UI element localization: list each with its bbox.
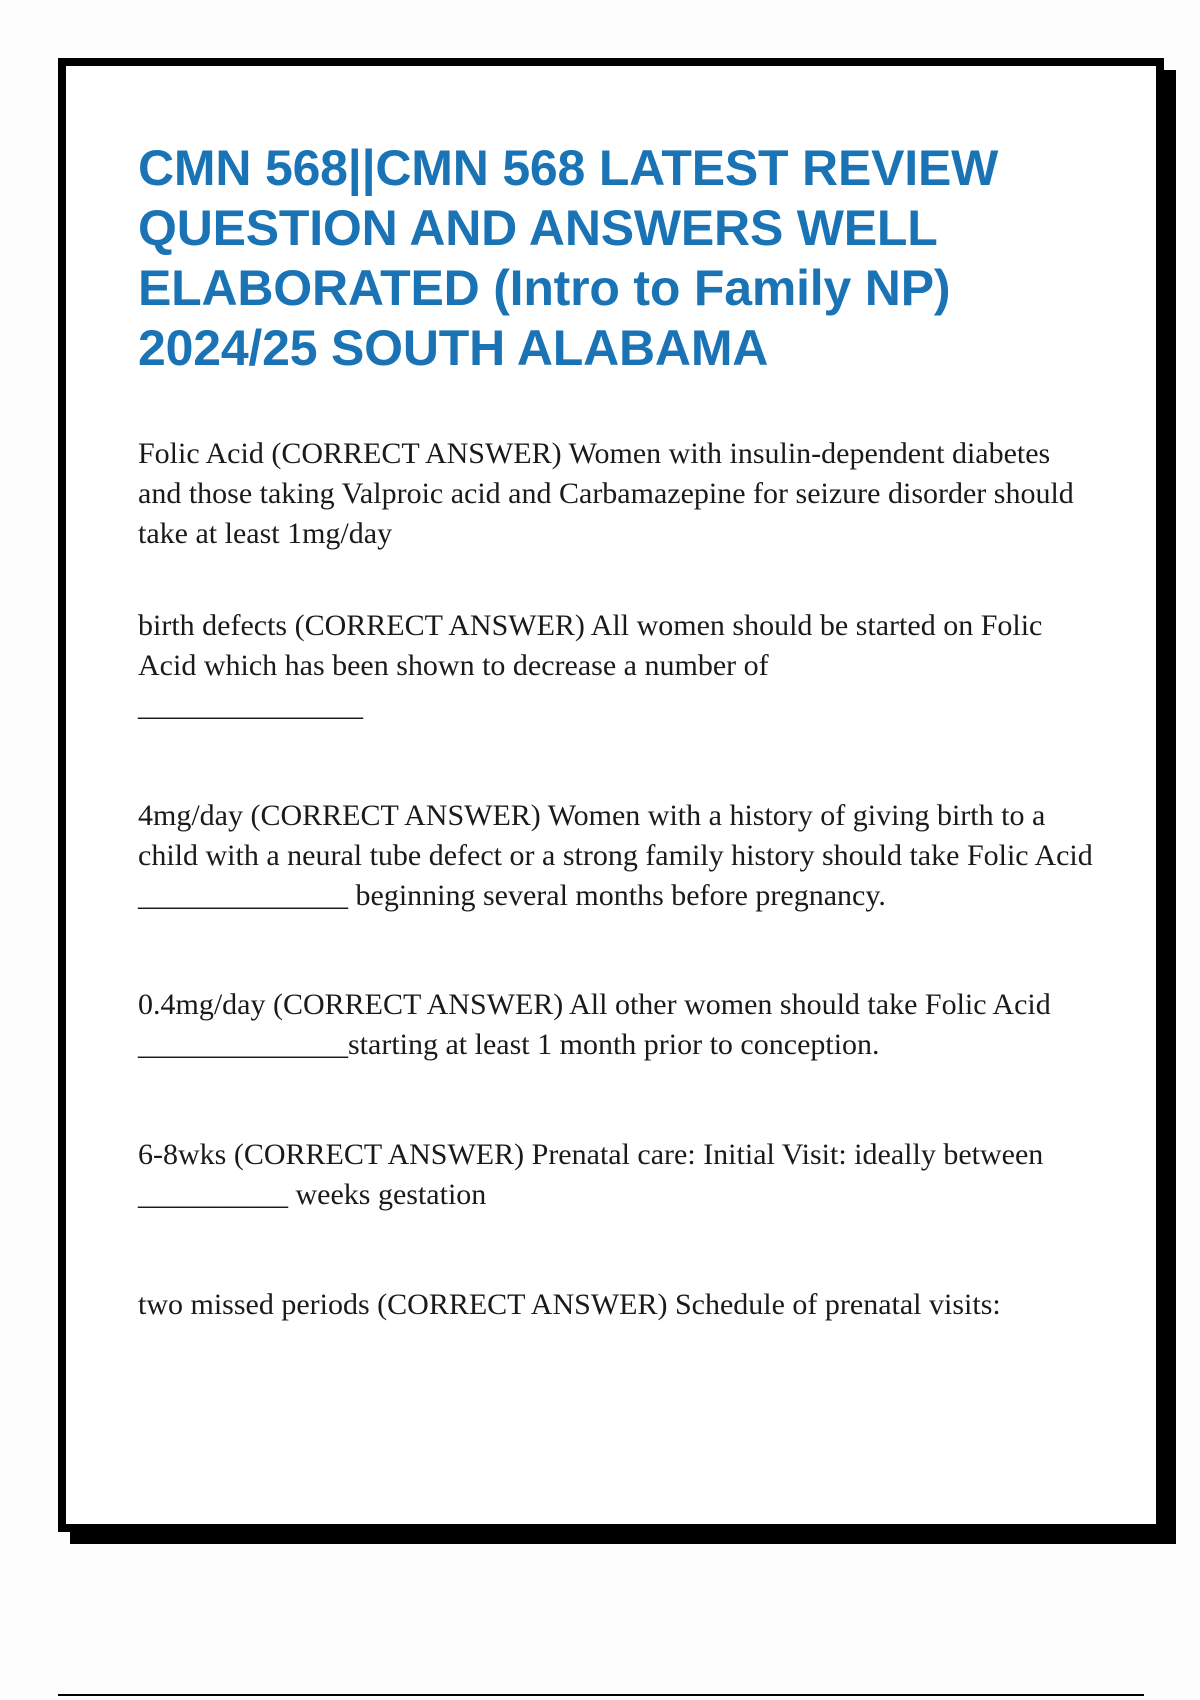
document-title: CMN 568||CMN 568 LATEST REVIEW QUESTION AND ANSWERS WELL ELABORATED (Intro to Family NP) 2024/25 SOUTH ALABAMA [138,140,999,376]
qa-item-birth-defects-text: birth defects (CORRECT ANSWER) All women should be started on Folic Acid which has been shown to decrease a number of [138,609,1043,682]
qa-item-two-missed-periods: two missed periods (CORRECT ANSWER) Schedule of prenatal visits: [138,1288,1001,1321]
qa-item-4mg-day: 4mg/day (CORRECT ANSWER) Women with a history of giving birth to a child with a neural tube defect or a strong family history should take Folic Acid ______________ beginning several months before pregnancy. [138,799,1093,912]
qa-item-0-4mg-day: 0.4mg/day (CORRECT ANSWER) All other women should take Folic Acid ______________starting at least 1 month prior to conception. [138,988,1051,1061]
qa-item-folic-acid: Folic Acid (CORRECT ANSWER) Women with insulin-dependent diabetes and those taking Valproic acid and Carbamazepine for seizure disorder should take at least 1mg/day [138,437,1074,550]
qa-item-6-8wks: 6-8wks (CORRECT ANSWER) Prenatal care: Initial Visit: ideally between __________ weeks gestation [138,1138,1044,1211]
qa-item-birth-defects [138,606,1098,726]
page-divider [58,1694,1144,1696]
answer-blank: _______________ [138,689,363,722]
document-content [138,138,1098,1325]
